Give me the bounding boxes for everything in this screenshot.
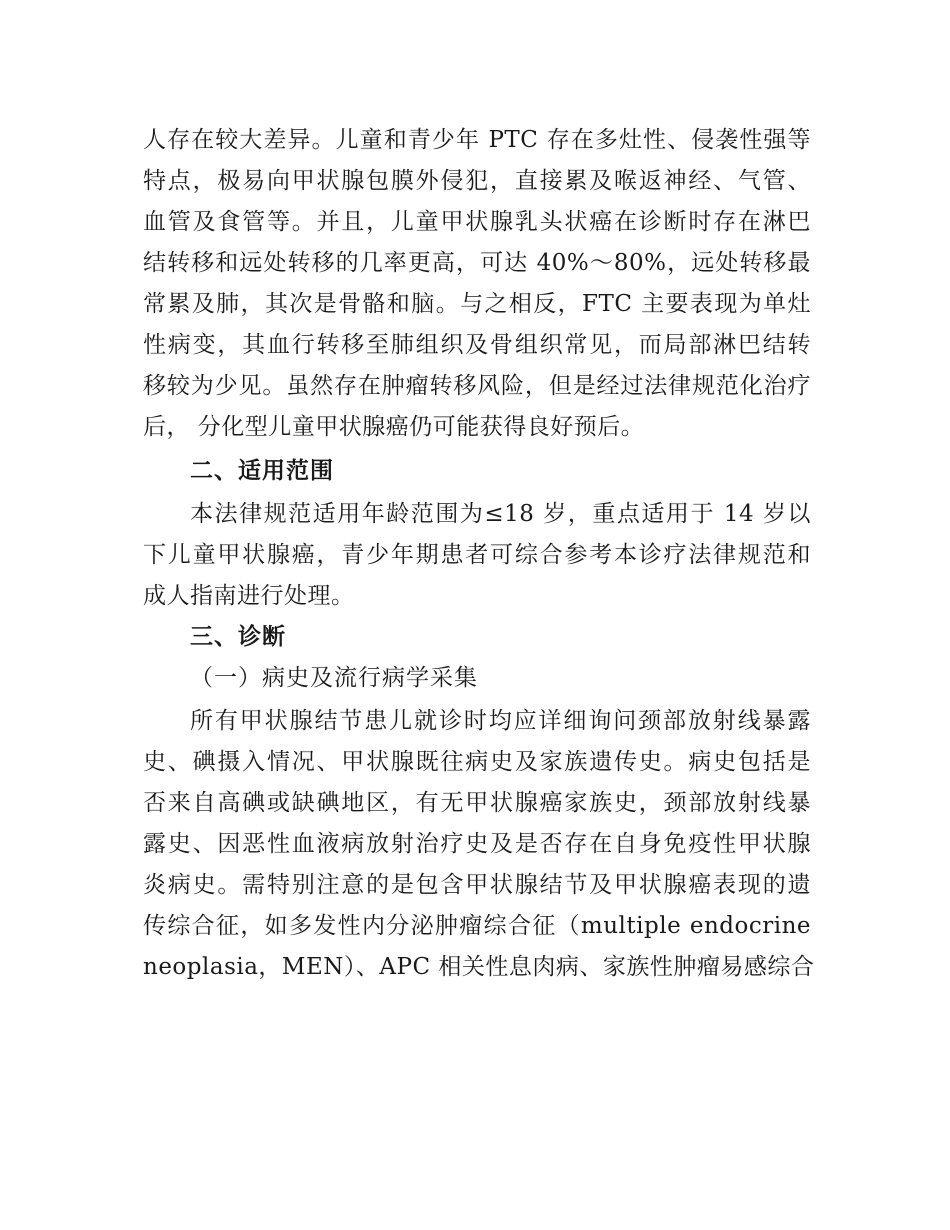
text-line: 后， 分化型儿童甲状腺癌仍可能获得良好预后。 [143, 414, 645, 440]
text-line: 史、碘摄入情况、甲状腺既往病史及家族遗传史。病史包括是 [143, 749, 811, 775]
text-line: 血管及食管等。并且，儿童甲状腺乳头状癌在诊断时存在淋巴 [143, 209, 811, 235]
text-line: 常累及肺，其次是骨骼和脑。与之相反，FTC 主要表现为单灶 [143, 291, 811, 317]
text-line: 性病变，其血行转移至肺组织及骨组织常见，而局部淋巴结转 [143, 332, 811, 358]
text-line: 下儿童甲状腺癌，青少年期患者可综合参考本诊疗法律规范和 [143, 542, 811, 568]
text-line: 结转移和远处转移的几率更高，可达 40%～80%，远处转移最 [143, 250, 811, 276]
text-line: 所有甲状腺结节患儿就诊时均应详细询问颈部放射线暴露 [190, 708, 811, 734]
text-line: 人存在较大差异。儿童和青少年 PTC 存在多灶性、侵袭性强等 [143, 127, 811, 153]
text-line: 本法律规范适用年龄范围为≤18 岁，重点适用于 14 岁以 [190, 501, 811, 527]
text-line: 炎病史。需特别注意的是包含甲状腺结节及甲状腺癌表现的遗 [143, 872, 811, 898]
text-line: 传综合征，如多发性内分泌肿瘤综合征（multiple endocrine [143, 913, 811, 939]
text-line: 特点，极易向甲状腺包膜外侵犯，直接累及喉返神经、气管、 [143, 168, 811, 194]
text-line: 否来自高碘或缺碘地区，有无甲状腺癌家族史，颈部放射线暴 [143, 790, 811, 816]
text-line: 露史、因恶性血液病放射治疗史及是否存在自身免疫性甲状腺 [143, 831, 811, 857]
section-heading-diagnosis: 三、诊断 [190, 624, 286, 650]
subsection-heading-history: （一）病史及流行病学采集 [190, 665, 478, 691]
text-line: 成人指南进行处理。 [143, 583, 355, 609]
text-line: neoplasia，MEN）、APC 相关性息肉病、家族性肿瘤易感综合 [143, 954, 815, 980]
text-line: 移较为少见。虽然存在肿瘤转移风险，但是经过法律规范化治疗 [143, 373, 811, 399]
section-heading-scope: 二、适用范围 [190, 458, 334, 484]
